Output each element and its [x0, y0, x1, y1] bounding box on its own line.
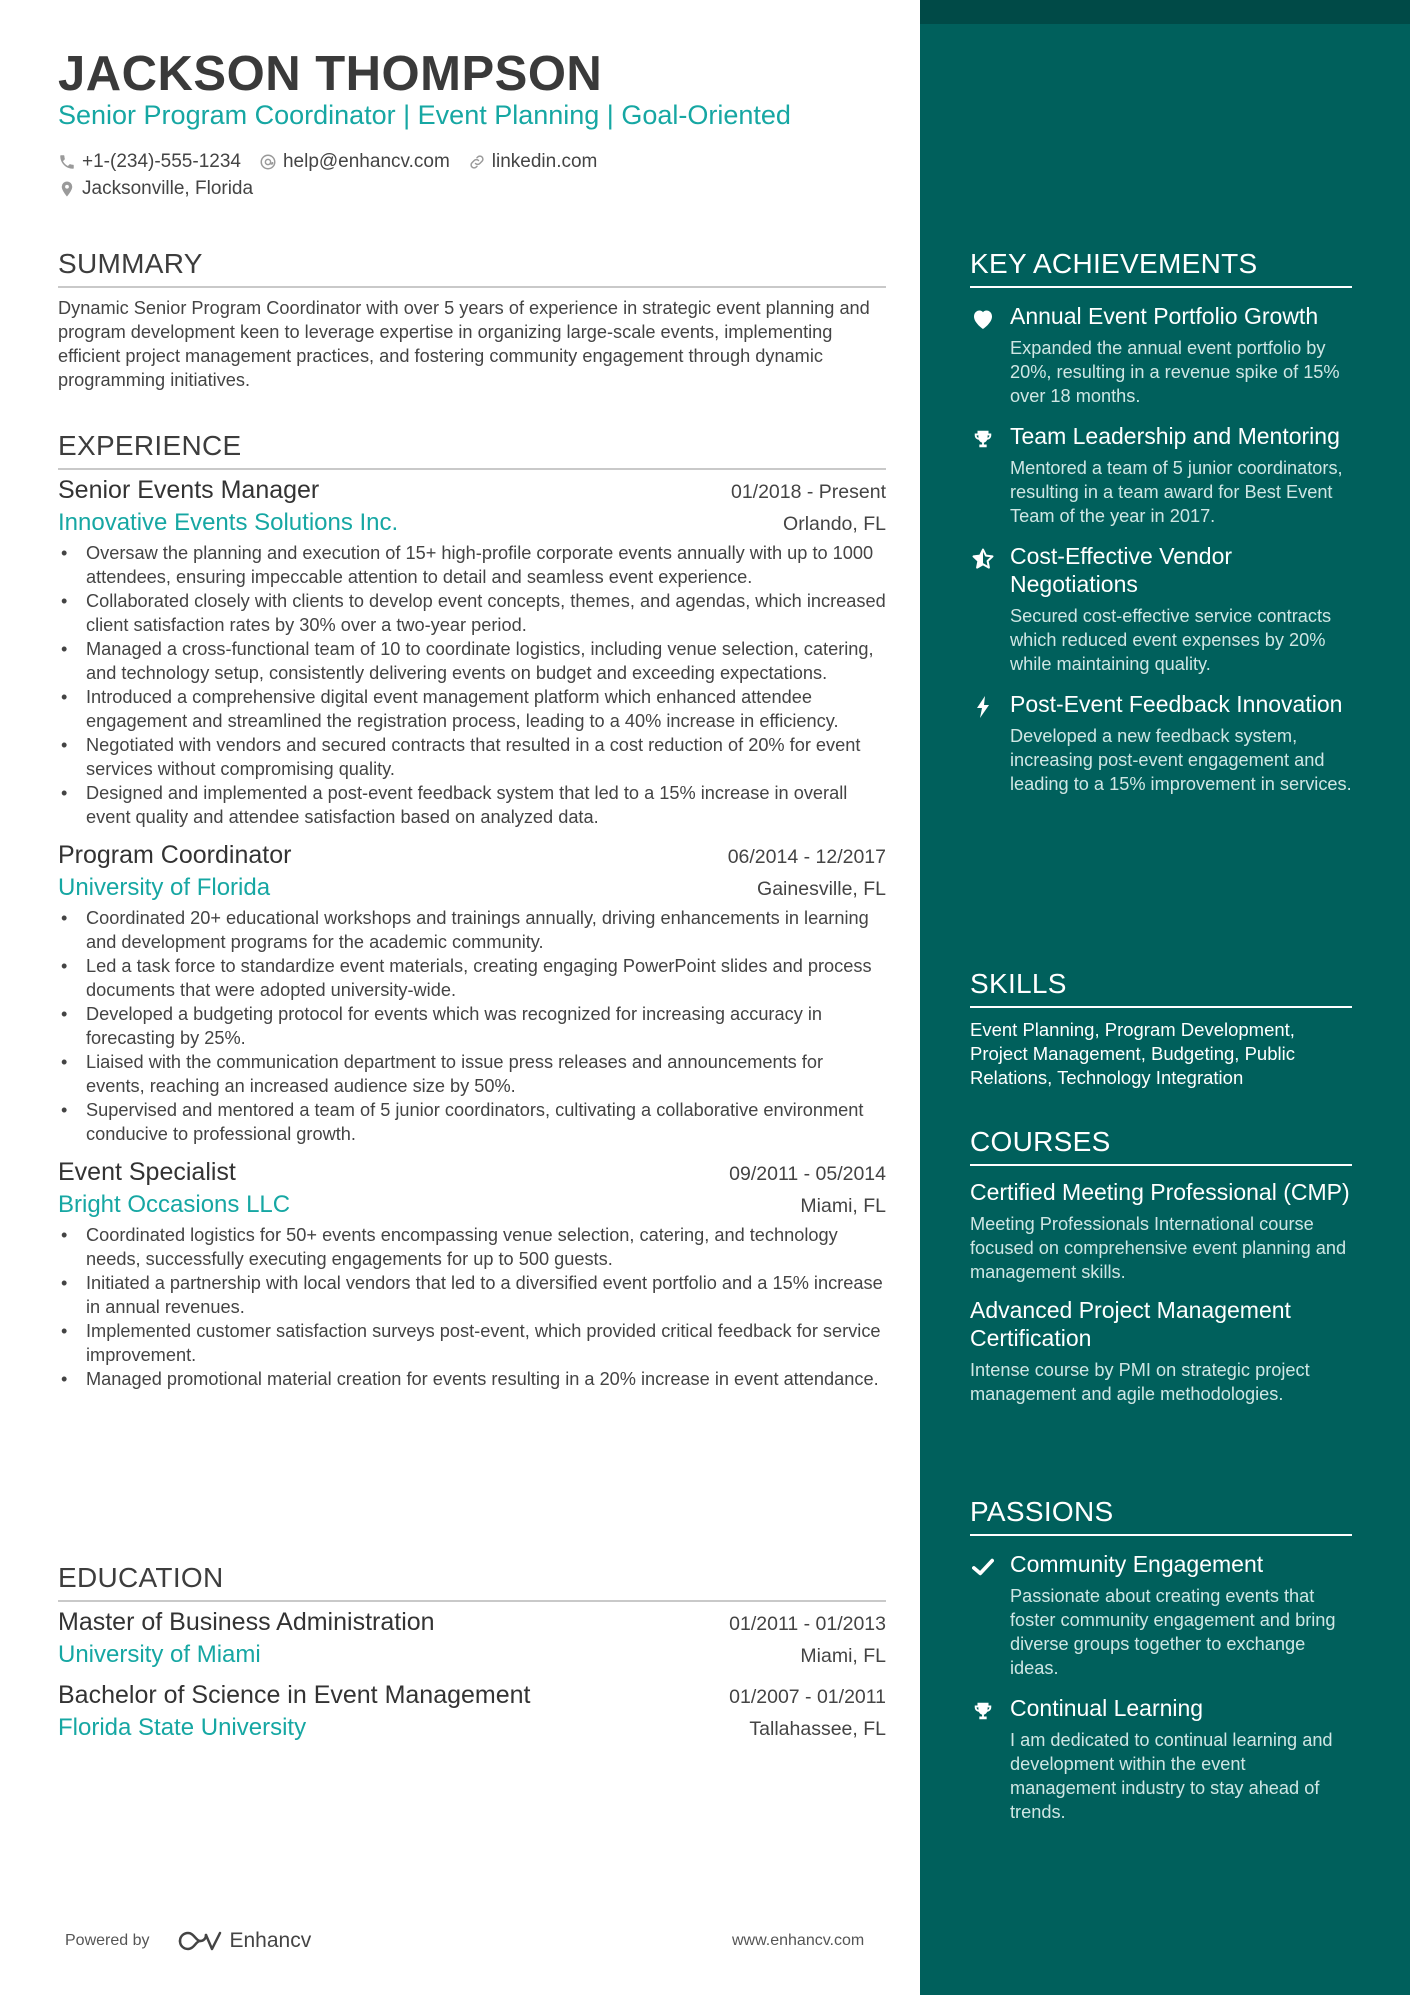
bullet-item: • Developed a budgeting protocol for events which was recognized for increasing accuracy in forecasting by 25%. [58, 1002, 886, 1050]
bullet-item: • Oversaw the planning and execution of 15+ high-profile corporate events annually with up to 1000 attendees, ensuring impeccable attention to detail and seamless event experience. [58, 541, 886, 589]
bullet-item: • Negotiated with vendors and secured contracts that resulted in a cost reduction of 20% for event services without compromising quality. [58, 733, 886, 781]
sidebar-top-bar [920, 0, 1410, 24]
achievement-title: Team Leadership and Mentoring [1010, 423, 1340, 449]
job-dates: 09/2011 - 05/2014 [729, 1163, 886, 1185]
experience-heading: EXPERIENCE [58, 430, 886, 470]
location-pin-icon [58, 180, 76, 198]
bullet-item: • Collaborated closely with clients to develop event concepts, themes, and agendas, which increased client satisfaction rates by 30% over a two-year period. [58, 589, 886, 637]
candidate-name: JACKSON THOMPSON [58, 47, 603, 101]
passion-title: Community Engagement [1010, 1551, 1264, 1577]
course-title: Certified Meeting Professional (CMP) [970, 1179, 1350, 1205]
website-link[interactable]: www.enhancv.com [732, 1932, 865, 1949]
bullet-item: • Coordinated 20+ educational workshops and trainings annually, driving enhancements in learning and development programs for the academic community. [58, 906, 886, 954]
summary-section [58, 248, 886, 392]
achievement-desc: Developed a new feedback system, increasing post-event engagement and leading to a 15% improvement in services. [1010, 726, 1352, 794]
achievement-item [970, 422, 1352, 528]
enhancv-brand: Enhancv [229, 1929, 312, 1952]
powered-by-label: Powered by [65, 1932, 150, 1949]
passion-title: Continual Learning [1010, 1695, 1204, 1721]
education-dates: 01/2011 - 01/2013 [729, 1613, 886, 1635]
job-title: Senior Events Manager [58, 476, 320, 504]
linkedin-link[interactable]: linkedin.com [491, 150, 598, 172]
job-bullets [58, 906, 886, 1146]
contact-info [58, 148, 615, 202]
education-dates: 01/2007 - 01/2011 [729, 1686, 886, 1708]
course-title: Advanced Project Management Certification [970, 1297, 1291, 1351]
bullet-item: • Liaised with the communication department to issue press releases and announcements for events, reaching an increased audience size by 50%. [58, 1050, 886, 1098]
course-item [970, 1296, 1352, 1406]
skills-section [970, 968, 1352, 1090]
passions-heading: PASSIONS [970, 1496, 1352, 1536]
job-dates: 01/2018 - Present [730, 481, 886, 503]
achievement-desc: Expanded the annual event portfolio by 20%, resulting in a revenue spike of 15% over 18 months. [1010, 338, 1340, 406]
courses-section [970, 1126, 1352, 1406]
job-location: Orlando, FL [783, 513, 886, 535]
heart-icon [970, 306, 996, 332]
education-section [58, 1562, 886, 1742]
check-icon [970, 1554, 996, 1580]
degree-title: Master of Business Administration [58, 1608, 435, 1636]
company-name: Innovative Events Solutions Inc. [58, 509, 399, 536]
phone-icon [58, 153, 76, 171]
job-location: Gainesville, FL [757, 878, 886, 900]
bullet-item: • Initiated a partnership with local vendors that led to a diversified event portfolio and a 15% increase in annual revenues. [58, 1271, 886, 1319]
courses-heading: COURSES [970, 1126, 1352, 1166]
achievement-title: Post-Event Feedback Innovation [1010, 691, 1343, 717]
phone-number[interactable]: +1-(234)-555-1234 [82, 150, 241, 172]
location-text: Jacksonville, Florida [82, 177, 254, 199]
trophy-icon [970, 1698, 996, 1724]
course-desc: Meeting Professionals International course focused on comprehensive event planning and management skills. [970, 1214, 1347, 1282]
powered-by [65, 1929, 311, 1953]
bullet-item: • Led a task force to standardize event materials, creating engaging PowerPoint slides and process documents that were adopted university-wide. [58, 954, 886, 1002]
skills-heading: SKILLS [970, 968, 1352, 1008]
achievement-title: Annual Event Portfolio Growth [1010, 303, 1319, 329]
bullet-item: • Supervised and mentored a team of 5 junior coordinators, cultivating a collaborative environment conducive to professional growth. [58, 1098, 886, 1146]
achievement-item [970, 690, 1352, 796]
achievement-desc: Secured cost-effective service contracts which reduced event expenses by 20% while maintaining quality. [1010, 606, 1332, 674]
bullet-item: • Introduced a comprehensive digital event management platform which enhanced attendee engagement and streamlined the registration process, leading to a 40% increase in efficiency. [58, 685, 886, 733]
at-icon [259, 153, 277, 171]
bullet-item: • Managed a cross-functional team of 10 to coordinate logistics, including venue selection, catering, and technology setup, consistently delivering events on budget and exceeding expectations. [58, 637, 886, 685]
school-location: Tallahassee, FL [749, 1718, 886, 1740]
school-name: University of Miami [58, 1641, 261, 1668]
company-name: Bright Occasions LLC [58, 1191, 291, 1218]
job-entry [58, 841, 886, 1146]
job-bullets [58, 541, 886, 829]
course-item [970, 1178, 1352, 1284]
degree-title: Bachelor of Science in Event Management [58, 1681, 531, 1709]
job-title: Event Specialist [58, 1158, 236, 1186]
job-entry [58, 1158, 886, 1391]
education-entry [58, 1608, 886, 1669]
achievement-item [970, 542, 1352, 676]
lightning-icon [970, 694, 996, 720]
sidebar [920, 0, 1410, 1995]
achievements-section [970, 248, 1352, 796]
education-entry [58, 1681, 886, 1742]
experience-section [58, 430, 886, 1391]
trophy-icon [970, 426, 996, 452]
job-location: Miami, FL [800, 1195, 886, 1217]
passion-desc: Passionate about creating events that foster community engagement and bring diverse groups together to exchange ideas. [1010, 1586, 1336, 1678]
summary-text: Dynamic Senior Program Coordinator with over 5 years of experience in strategic event planning and program development keen to leverage expertise in organizing large-scale events, implementing efficient project management practices, and fostering community engagement through dynamic programming initiatives. [58, 298, 870, 390]
job-entry [58, 476, 886, 829]
school-location: Miami, FL [800, 1645, 886, 1667]
skills-list: Event Planning, Program Development, Project Management, Budgeting, Public Relations, Technology Integration [970, 1019, 1295, 1088]
school-name: Florida State University [58, 1714, 307, 1741]
passion-desc: I am dedicated to continual learning and development within the event management industry to stay ahead of trends. [1010, 1730, 1333, 1822]
enhancv-logo-icon [176, 1929, 224, 1953]
achievement-desc: Mentored a team of 5 junior coordinators, resulting in a team award for Best Event Team of the year in 2017. [1010, 458, 1343, 526]
job-title: Program Coordinator [58, 841, 292, 869]
summary-heading: SUMMARY [58, 248, 886, 288]
passions-section [970, 1496, 1352, 1824]
job-dates: 06/2014 - 12/2017 [727, 846, 886, 868]
company-name: University of Florida [58, 874, 271, 901]
bullet-item: • Implemented customer satisfaction surveys post-event, which provided critical feedback for service improvement. [58, 1319, 886, 1367]
achievements-heading: KEY ACHIEVEMENTS [970, 248, 1352, 288]
bullet-item: • Coordinated logistics for 50+ events encompassing venue selection, catering, and technology needs, successfully executing engagements for up to 500 guests. [58, 1223, 886, 1271]
passion-item [970, 1550, 1352, 1680]
achievement-title: Cost-Effective Vendor Negotiations [1010, 543, 1233, 597]
education-heading: EDUCATION [58, 1562, 886, 1602]
bullet-item: • Managed promotional material creation for events resulting in a 20% increase in event attendance. [58, 1367, 886, 1391]
passion-item [970, 1694, 1352, 1824]
email-link[interactable]: help@enhancv.com [282, 150, 450, 172]
star-half-icon [970, 546, 996, 572]
bullet-item: • Designed and implemented a post-event feedback system that led to a 15% increase in overall event quality and attendee satisfaction based on analyzed data. [58, 781, 886, 829]
course-desc: Intense course by PMI on strategic project management and agile methodologies. [970, 1360, 1310, 1404]
job-bullets [58, 1223, 886, 1391]
achievement-item [970, 302, 1352, 408]
candidate-tagline: Senior Program Coordinator | Event Planning | Goal-Oriented [58, 100, 791, 130]
link-icon [468, 153, 486, 171]
